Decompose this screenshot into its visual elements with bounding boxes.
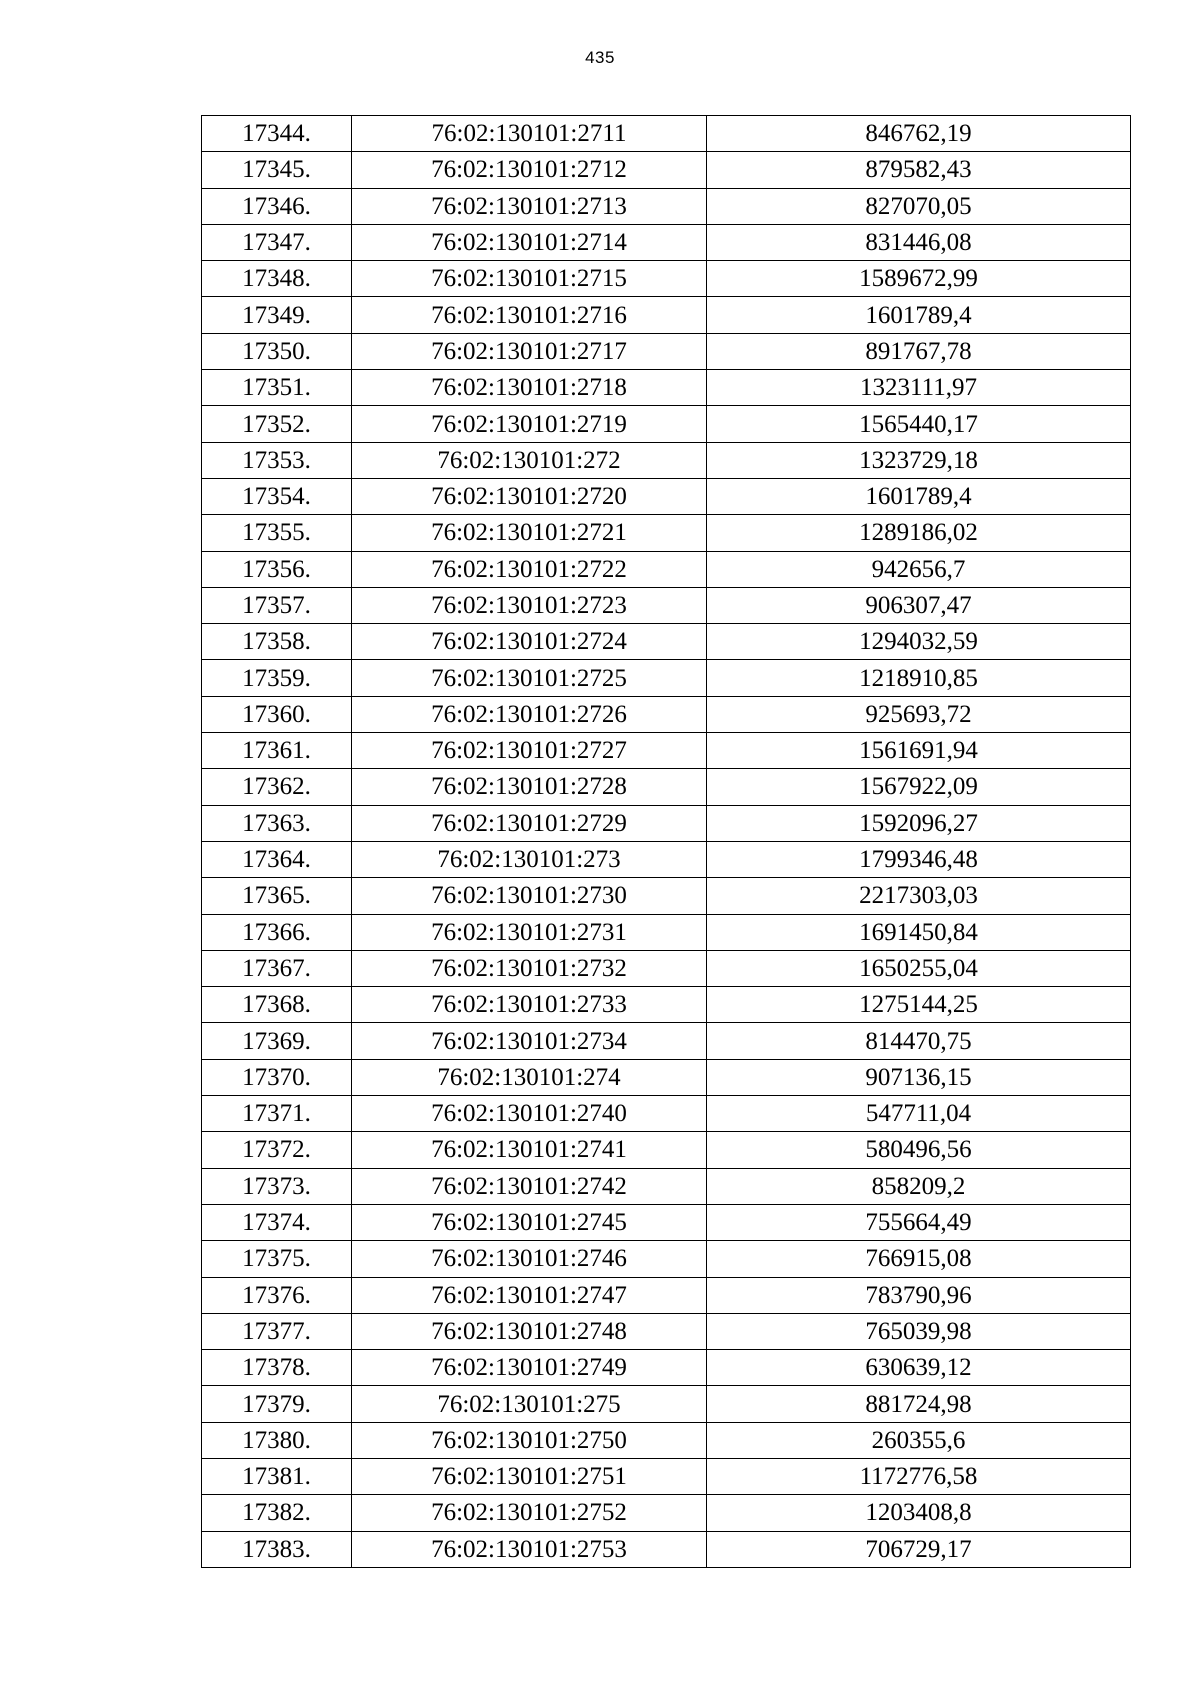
cadastral-value-cell: 906307,47 (707, 587, 1131, 623)
cadastral-number-cell: 76:02:130101:2748 (352, 1313, 707, 1349)
cadastral-value-cell: 1691450,84 (707, 914, 1131, 950)
cadastral-value-cell: 1172776,58 (707, 1458, 1131, 1494)
cadastral-number-cell: 76:02:130101:272 (352, 442, 707, 478)
cadastral-value-cell: 1323111,97 (707, 370, 1131, 406)
cadastral-value-cell: 706729,17 (707, 1531, 1131, 1567)
cadastral-number-cell: 76:02:130101:273 (352, 841, 707, 877)
cadastral-number-cell: 76:02:130101:2741 (352, 1132, 707, 1168)
row-number-cell: 17344. (202, 116, 352, 152)
cadastral-number-cell: 76:02:130101:2715 (352, 261, 707, 297)
table-row (202, 987, 1131, 1023)
row-number-cell: 17377. (202, 1313, 352, 1349)
cadastral-value-cell: 1561691,94 (707, 733, 1131, 769)
row-number-cell: 17378. (202, 1350, 352, 1386)
table-row (202, 660, 1131, 696)
cadastral-value-cell: 1601789,4 (707, 478, 1131, 514)
table-row (202, 1059, 1131, 1095)
row-number-cell: 17382. (202, 1495, 352, 1531)
table-row (202, 478, 1131, 514)
table-row (202, 1096, 1131, 1132)
row-number-cell: 17365. (202, 878, 352, 914)
row-number-cell: 17352. (202, 406, 352, 442)
row-number-cell: 17364. (202, 841, 352, 877)
cadastral-number-cell: 76:02:130101:2730 (352, 878, 707, 914)
cadastral-number-cell: 76:02:130101:2746 (352, 1241, 707, 1277)
cadastral-value-cell: 260355,6 (707, 1422, 1131, 1458)
cadastral-value-cell: 765039,98 (707, 1313, 1131, 1349)
cadastral-number-cell: 76:02:130101:274 (352, 1059, 707, 1095)
row-number-cell: 17346. (202, 188, 352, 224)
row-number-cell: 17373. (202, 1168, 352, 1204)
row-number-cell: 17367. (202, 950, 352, 986)
cadastral-value-cell: 1567922,09 (707, 769, 1131, 805)
table-row (202, 769, 1131, 805)
row-number-cell: 17363. (202, 805, 352, 841)
table-row (202, 1241, 1131, 1277)
table-row (202, 1132, 1131, 1168)
cadastral-value-cell: 783790,96 (707, 1277, 1131, 1313)
table-row (202, 878, 1131, 914)
row-number-cell: 17380. (202, 1422, 352, 1458)
row-number-cell: 17371. (202, 1096, 352, 1132)
row-number-cell: 17362. (202, 769, 352, 805)
row-number-cell: 17369. (202, 1023, 352, 1059)
table-row (202, 261, 1131, 297)
cadastral-value-cell: 1589672,99 (707, 261, 1131, 297)
cadastral-value-cell: 1294032,59 (707, 624, 1131, 660)
cadastral-number-cell: 76:02:130101:2728 (352, 769, 707, 805)
table-row (202, 1277, 1131, 1313)
cadastral-number-cell: 76:02:130101:2722 (352, 551, 707, 587)
cadastral-number-cell: 76:02:130101:2718 (352, 370, 707, 406)
table-row (202, 551, 1131, 587)
cadastral-value-cell: 630639,12 (707, 1350, 1131, 1386)
cadastral-value-cell: 925693,72 (707, 696, 1131, 732)
cadastral-value-cell: 1289186,02 (707, 515, 1131, 551)
table-row (202, 515, 1131, 551)
row-number-cell: 17376. (202, 1277, 352, 1313)
table-row (202, 297, 1131, 333)
cadastral-number-cell: 76:02:130101:2717 (352, 333, 707, 369)
table-row (202, 1422, 1131, 1458)
cadastral-value-cell: 858209,2 (707, 1168, 1131, 1204)
table-row (202, 442, 1131, 478)
cadastral-number-cell: 76:02:130101:2725 (352, 660, 707, 696)
cadastral-value-cell: 1203408,8 (707, 1495, 1131, 1531)
cadastral-value-cell: 831446,08 (707, 224, 1131, 260)
cadastral-value-cell: 1565440,17 (707, 406, 1131, 442)
table-row (202, 624, 1131, 660)
cadastral-value-cell: 1323729,18 (707, 442, 1131, 478)
cadastral-value-cell: 1601789,4 (707, 297, 1131, 333)
cadastral-value-cell: 827070,05 (707, 188, 1131, 224)
cadastral-number-cell: 76:02:130101:2716 (352, 297, 707, 333)
row-number-cell: 17348. (202, 261, 352, 297)
row-number-cell: 17353. (202, 442, 352, 478)
table-row (202, 370, 1131, 406)
table-row (202, 1495, 1131, 1531)
table-row (202, 733, 1131, 769)
table-row (202, 188, 1131, 224)
row-number-cell: 17354. (202, 478, 352, 514)
table-row (202, 152, 1131, 188)
table-row (202, 406, 1131, 442)
cadastral-value-cell: 1218910,85 (707, 660, 1131, 696)
cadastral-value-cell: 846762,19 (707, 116, 1131, 152)
cadastral-number-cell: 76:02:130101:2752 (352, 1495, 707, 1531)
cadastral-value-cell: 879582,43 (707, 152, 1131, 188)
cadastral-number-cell: 76:02:130101:2711 (352, 116, 707, 152)
table-row (202, 950, 1131, 986)
cadastral-value-table (201, 115, 1131, 1568)
row-number-cell: 17366. (202, 914, 352, 950)
cadastral-number-cell: 76:02:130101:2750 (352, 1422, 707, 1458)
row-number-cell: 17383. (202, 1531, 352, 1567)
row-number-cell: 17360. (202, 696, 352, 732)
row-number-cell: 17370. (202, 1059, 352, 1095)
cadastral-number-cell: 76:02:130101:2733 (352, 987, 707, 1023)
table-row (202, 1204, 1131, 1240)
table-row (202, 1458, 1131, 1494)
table-row (202, 116, 1131, 152)
table-row (202, 696, 1131, 732)
table-row (202, 1313, 1131, 1349)
row-number-cell: 17349. (202, 297, 352, 333)
cadastral-value-cell: 881724,98 (707, 1386, 1131, 1422)
cadastral-number-cell: 76:02:130101:2721 (352, 515, 707, 551)
cadastral-value-cell: 942656,7 (707, 551, 1131, 587)
cadastral-number-cell: 76:02:130101:2729 (352, 805, 707, 841)
cadastral-value-cell: 891767,78 (707, 333, 1131, 369)
table-row (202, 1350, 1131, 1386)
cadastral-value-cell: 766915,08 (707, 1241, 1131, 1277)
row-number-cell: 17351. (202, 370, 352, 406)
cadastral-number-cell: 76:02:130101:2749 (352, 1350, 707, 1386)
cadastral-number-cell: 76:02:130101:2740 (352, 1096, 707, 1132)
table-row (202, 805, 1131, 841)
table-row (202, 841, 1131, 877)
cadastral-number-cell: 76:02:130101:2712 (352, 152, 707, 188)
row-number-cell: 17361. (202, 733, 352, 769)
row-number-cell: 17379. (202, 1386, 352, 1422)
row-number-cell: 17358. (202, 624, 352, 660)
cadastral-number-cell: 76:02:130101:2726 (352, 696, 707, 732)
cadastral-value-cell: 2217303,03 (707, 878, 1131, 914)
cadastral-value-cell: 1592096,27 (707, 805, 1131, 841)
row-number-cell: 17356. (202, 551, 352, 587)
row-number-cell: 17350. (202, 333, 352, 369)
cadastral-number-cell: 76:02:130101:2753 (352, 1531, 707, 1567)
cadastral-number-cell: 76:02:130101:2719 (352, 406, 707, 442)
cadastral-number-cell: 76:02:130101:2732 (352, 950, 707, 986)
cadastral-number-cell: 76:02:130101:2751 (352, 1458, 707, 1494)
table-row (202, 1386, 1131, 1422)
row-number-cell: 17347. (202, 224, 352, 260)
cadastral-number-cell: 76:02:130101:2731 (352, 914, 707, 950)
table-row (202, 1531, 1131, 1567)
table-row (202, 587, 1131, 623)
row-number-cell: 17355. (202, 515, 352, 551)
row-number-cell: 17372. (202, 1132, 352, 1168)
cadastral-value-cell: 547711,04 (707, 1096, 1131, 1132)
cadastral-value-cell: 1799346,48 (707, 841, 1131, 877)
table-row (202, 1168, 1131, 1204)
row-number-cell: 17359. (202, 660, 352, 696)
cadastral-number-cell: 76:02:130101:2727 (352, 733, 707, 769)
row-number-cell: 17375. (202, 1241, 352, 1277)
cadastral-number-cell: 76:02:130101:2713 (352, 188, 707, 224)
cadastral-value-cell: 580496,56 (707, 1132, 1131, 1168)
cadastral-number-cell: 76:02:130101:2742 (352, 1168, 707, 1204)
cadastral-value-cell: 814470,75 (707, 1023, 1131, 1059)
cadastral-number-cell: 76:02:130101:2747 (352, 1277, 707, 1313)
row-number-cell: 17381. (202, 1458, 352, 1494)
table-row (202, 224, 1131, 260)
cadastral-number-cell: 76:02:130101:2720 (352, 478, 707, 514)
cadastral-value-cell: 755664,49 (707, 1204, 1131, 1240)
row-number-cell: 17345. (202, 152, 352, 188)
cadastral-number-cell: 76:02:130101:2745 (352, 1204, 707, 1240)
page-number: 435 (585, 48, 615, 67)
row-number-cell: 17374. (202, 1204, 352, 1240)
cadastral-value-cell: 907136,15 (707, 1059, 1131, 1095)
cadastral-number-cell: 76:02:130101:2734 (352, 1023, 707, 1059)
cadastral-number-cell: 76:02:130101:2714 (352, 224, 707, 260)
table-body (202, 116, 1131, 1568)
cadastral-value-cell: 1650255,04 (707, 950, 1131, 986)
cadastral-number-cell: 76:02:130101:2724 (352, 624, 707, 660)
row-number-cell: 17357. (202, 587, 352, 623)
row-number-cell: 17368. (202, 987, 352, 1023)
table-row (202, 914, 1131, 950)
cadastral-value-cell: 1275144,25 (707, 987, 1131, 1023)
cadastral-number-cell: 76:02:130101:2723 (352, 587, 707, 623)
table-row (202, 1023, 1131, 1059)
cadastral-number-cell: 76:02:130101:275 (352, 1386, 707, 1422)
table-row (202, 333, 1131, 369)
